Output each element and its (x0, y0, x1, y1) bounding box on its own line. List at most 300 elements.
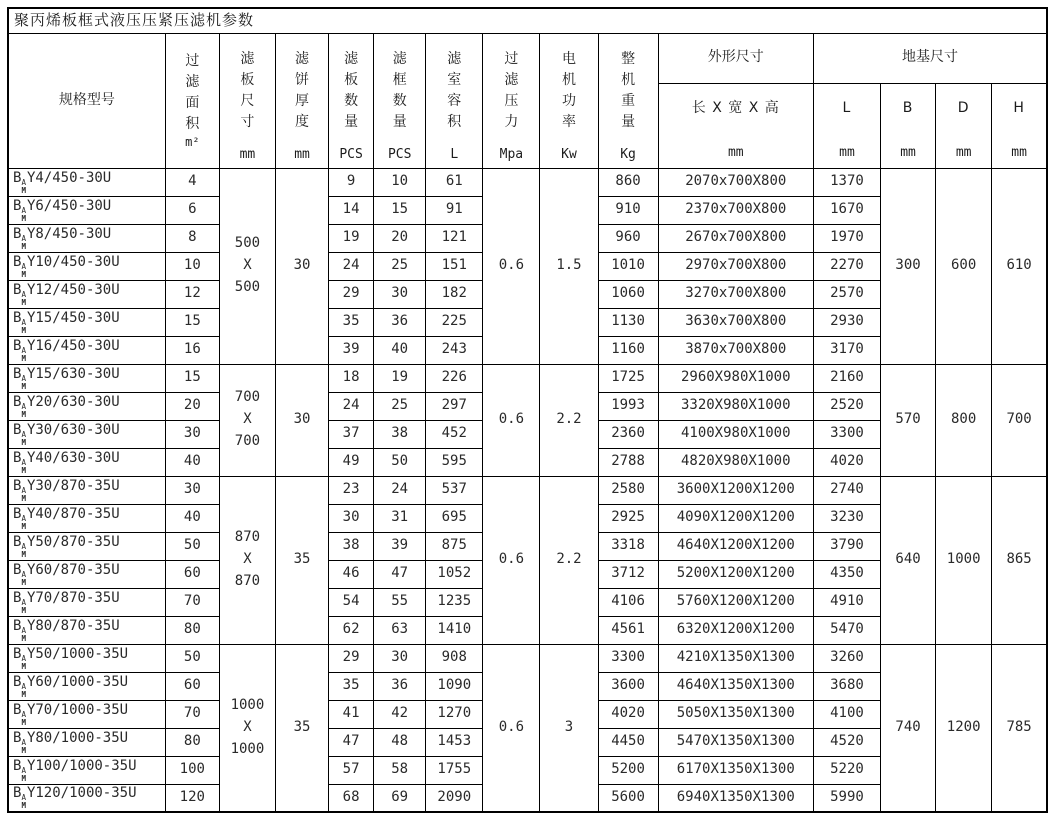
foundation-l-cell: 5990 (813, 784, 880, 812)
col-header-foundation-h: H mm (992, 83, 1047, 168)
model-prefix-stack: A M (21, 709, 26, 727)
table-row (8, 644, 1047, 672)
model-cell (8, 224, 165, 252)
plate-qty-cell: 46 (329, 560, 374, 588)
model-cell (8, 784, 165, 812)
model-prefix-stack: A M (21, 401, 26, 419)
foundation-l-cell: 4910 (813, 588, 880, 616)
plate-qty-cell: 62 (329, 616, 374, 644)
filter-area-cell: 8 (165, 224, 219, 252)
col-header-chamber-volume: 滤室容积 L (426, 33, 483, 168)
machine-weight-cell: 2788 (598, 448, 658, 476)
model-code: Y4/450-30U (26, 169, 112, 186)
model-prefix-base: B (13, 421, 22, 438)
model-cell (8, 560, 165, 588)
overall-dims-cell: 4640X1200X1200 (658, 532, 813, 560)
model-cell (8, 588, 165, 616)
plate-qty-cell: 57 (329, 756, 374, 784)
filter-area-cell: 60 (165, 560, 219, 588)
foundation-l-cell: 5220 (813, 756, 880, 784)
model-prefix-base: B (13, 701, 22, 718)
plate-qty-cell: 24 (329, 252, 374, 280)
overall-dims-cell: 2070x700X800 (658, 168, 813, 196)
machine-weight-cell: 1010 (598, 252, 658, 280)
machine-weight-cell: 1060 (598, 280, 658, 308)
chamber-volume-cell: 61 (426, 168, 483, 196)
frame-qty-cell: 30 (374, 644, 426, 672)
plate-qty-cell: 41 (329, 700, 374, 728)
machine-weight-cell: 860 (598, 168, 658, 196)
foundation-b-cell: 300 (881, 168, 936, 364)
plate-size-cell: 870 X 870 (219, 476, 275, 644)
filter-pressure-cell: 0.6 (483, 364, 540, 476)
model-code: Y100/1000-35U (26, 757, 137, 774)
model-prefix-stack: A M (21, 429, 26, 447)
overall-dims-cell: 6320X1200X1200 (658, 616, 813, 644)
frame-qty-cell: 15 (374, 196, 426, 224)
model-prefix-stack: A M (21, 597, 26, 615)
machine-weight-cell: 3300 (598, 644, 658, 672)
overall-dims-cell: 3270x700X800 (658, 280, 813, 308)
foundation-h-cell: 610 (992, 168, 1047, 364)
machine-weight-cell: 2360 (598, 420, 658, 448)
filter-area-cell: 80 (165, 728, 219, 756)
filter-area-cell: 40 (165, 448, 219, 476)
frame-qty-cell: 36 (374, 672, 426, 700)
model-code: Y50/1000-35U (26, 645, 129, 662)
foundation-l-cell: 5470 (813, 616, 880, 644)
model-cell (8, 532, 165, 560)
motor-power-cell: 3 (540, 644, 598, 812)
foundation-l-cell: 2160 (813, 364, 880, 392)
model-cell (8, 252, 165, 280)
filter-area-cell: 60 (165, 672, 219, 700)
col-header-frame-qty: 滤框数量 PCS (374, 33, 426, 168)
overall-dims-cell: 6940X1350X1300 (658, 784, 813, 812)
machine-weight-cell: 1130 (598, 308, 658, 336)
foundation-d-cell: 800 (936, 364, 992, 476)
foundation-l-cell: 3300 (813, 420, 880, 448)
col-header-filter-area: 过滤面积 m² (165, 33, 219, 168)
col-header-motor-power: 电机功率 Kw (540, 33, 598, 168)
frame-qty-cell: 36 (374, 308, 426, 336)
model-code: Y80/1000-35U (26, 729, 129, 746)
machine-weight-cell: 3600 (598, 672, 658, 700)
foundation-l-cell: 1670 (813, 196, 880, 224)
foundation-l-cell: 2570 (813, 280, 880, 308)
chamber-volume-cell: 908 (426, 644, 483, 672)
plate-qty-cell: 29 (329, 280, 374, 308)
model-cell (8, 644, 165, 672)
filter-area-cell: 70 (165, 700, 219, 728)
model-prefix-stack: A M (21, 345, 26, 363)
col-header-filter-pressure: 过滤压力 Mpa (483, 33, 540, 168)
machine-weight-cell: 4561 (598, 616, 658, 644)
frame-qty-cell: 31 (374, 504, 426, 532)
plate-size-cell: 500 X 500 (219, 168, 275, 364)
model-prefix-stack: A M (21, 177, 26, 195)
model-cell (8, 420, 165, 448)
plate-qty-cell: 23 (329, 476, 374, 504)
filter-press-spec-table (7, 7, 1048, 813)
chamber-volume-cell: 225 (426, 308, 483, 336)
foundation-b-cell: 570 (881, 364, 936, 476)
model-cell (8, 364, 165, 392)
filter-area-cell: 6 (165, 196, 219, 224)
plate-qty-cell: 24 (329, 392, 374, 420)
plate-qty-cell: 37 (329, 420, 374, 448)
overall-dims-cell: 2670x700X800 (658, 224, 813, 252)
frame-qty-cell: 48 (374, 728, 426, 756)
foundation-h-cell: 785 (992, 644, 1047, 812)
model-prefix-base: B (13, 785, 22, 802)
model-prefix-base: B (13, 589, 22, 606)
chamber-volume-cell: 243 (426, 336, 483, 364)
filter-pressure-cell: 0.6 (483, 168, 540, 364)
model-prefix-stack: A M (21, 793, 26, 811)
cake-thickness-cell: 30 (275, 168, 328, 364)
table-row (8, 364, 1047, 392)
model-prefix-base: B (13, 645, 22, 662)
model-prefix-stack: A M (21, 737, 26, 755)
model-prefix-stack: A M (21, 765, 26, 783)
plate-size-cell: 1000 X 1000 (219, 644, 275, 812)
machine-weight-cell: 910 (598, 196, 658, 224)
col-header-plate-size: 滤板尺寸 mm (219, 33, 275, 168)
model-prefix-base: B (13, 449, 22, 466)
model-prefix-base: B (13, 281, 22, 298)
model-cell (8, 728, 165, 756)
chamber-volume-cell: 595 (426, 448, 483, 476)
table-row (8, 168, 1047, 196)
model-prefix-base: B (13, 673, 22, 690)
motor-power-cell: 2.2 (540, 476, 598, 644)
machine-weight-cell: 3712 (598, 560, 658, 588)
model-code: Y120/1000-35U (26, 785, 137, 802)
model-code: Y80/870-35U (26, 617, 120, 634)
table-title: 聚丙烯板框式液压压紧压滤机参数 (8, 8, 1047, 33)
overall-dims-cell: 4640X1350X1300 (658, 672, 813, 700)
chamber-volume-cell: 452 (426, 420, 483, 448)
model-code: Y6/450-30U (26, 197, 112, 214)
overall-dims-cell: 3630x700X800 (658, 308, 813, 336)
model-cell (8, 308, 165, 336)
model-cell (8, 336, 165, 364)
overall-dims-cell: 5050X1350X1300 (658, 700, 813, 728)
table-row (8, 476, 1047, 504)
model-cell (8, 280, 165, 308)
plate-qty-cell: 19 (329, 224, 374, 252)
model-code: Y8/450-30U (26, 225, 112, 242)
cake-thickness-cell: 35 (275, 644, 328, 812)
overall-dims-cell: 4100X980X1000 (658, 420, 813, 448)
foundation-l-cell: 2270 (813, 252, 880, 280)
model-cell (8, 504, 165, 532)
col-header-foundation-d: D mm (936, 83, 992, 168)
machine-weight-cell: 4450 (598, 728, 658, 756)
foundation-l-cell: 3680 (813, 672, 880, 700)
foundation-d-cell: 1200 (936, 644, 992, 812)
model-code: Y70/870-35U (26, 589, 120, 606)
model-prefix-stack: A M (21, 233, 26, 251)
model-prefix-stack: A M (21, 317, 26, 335)
chamber-volume-cell: 1235 (426, 588, 483, 616)
col-header-model: 规格型号 (8, 33, 165, 168)
machine-weight-cell: 5200 (598, 756, 658, 784)
model-code: Y16/450-30U (26, 337, 120, 354)
model-cell (8, 392, 165, 420)
chamber-volume-cell: 1270 (426, 700, 483, 728)
foundation-l-cell: 2930 (813, 308, 880, 336)
model-code: Y12/450-30U (26, 281, 120, 298)
plate-qty-cell: 68 (329, 784, 374, 812)
model-code: Y50/870-35U (26, 533, 120, 550)
model-prefix-base: B (13, 365, 22, 382)
machine-weight-cell: 1725 (598, 364, 658, 392)
model-cell (8, 700, 165, 728)
motor-power-cell: 2.2 (540, 364, 598, 476)
machine-weight-cell: 960 (598, 224, 658, 252)
col-header-lwh: 长 X 宽 X 高 mm (658, 83, 813, 168)
model-prefix-base: B (13, 533, 22, 550)
model-prefix-stack: A M (21, 205, 26, 223)
model-prefix-stack: A M (21, 261, 26, 279)
model-prefix-base: B (13, 561, 22, 578)
filter-area-cell: 80 (165, 616, 219, 644)
model-prefix-base: B (13, 729, 22, 746)
plate-qty-cell: 35 (329, 672, 374, 700)
plate-qty-cell: 47 (329, 728, 374, 756)
overall-dims-cell: 2370x700X800 (658, 196, 813, 224)
foundation-l-cell: 3790 (813, 532, 880, 560)
foundation-h-cell: 700 (992, 364, 1047, 476)
frame-qty-cell: 30 (374, 280, 426, 308)
plate-qty-cell: 14 (329, 196, 374, 224)
model-prefix-stack: A M (21, 569, 26, 587)
frame-qty-cell: 58 (374, 756, 426, 784)
overall-dims-cell: 4090X1200X1200 (658, 504, 813, 532)
model-code: Y10/450-30U (26, 253, 120, 270)
chamber-volume-cell: 1453 (426, 728, 483, 756)
filter-area-cell: 100 (165, 756, 219, 784)
overall-dims-cell: 3600X1200X1200 (658, 476, 813, 504)
chamber-volume-cell: 875 (426, 532, 483, 560)
cake-thickness-cell: 30 (275, 364, 328, 476)
col-header-plate-qty: 滤板数量 PCS (329, 33, 374, 168)
model-prefix-base: B (13, 197, 22, 214)
model-code: Y15/450-30U (26, 309, 120, 326)
chamber-volume-cell: 2090 (426, 784, 483, 812)
model-cell (8, 616, 165, 644)
model-prefix-base: B (13, 253, 22, 270)
model-prefix-stack: A M (21, 653, 26, 671)
foundation-d-cell: 600 (936, 168, 992, 364)
frame-qty-cell: 24 (374, 476, 426, 504)
chamber-volume-cell: 1410 (426, 616, 483, 644)
frame-qty-cell: 20 (374, 224, 426, 252)
model-code: Y40/870-35U (26, 505, 120, 522)
filter-area-cell: 4 (165, 168, 219, 196)
foundation-b-cell: 640 (881, 476, 936, 644)
overall-dims-cell: 5470X1350X1300 (658, 728, 813, 756)
filter-area-cell: 50 (165, 532, 219, 560)
filter-area-cell: 20 (165, 392, 219, 420)
chamber-volume-cell: 121 (426, 224, 483, 252)
col-group-foundation-size: 地基尺寸 (813, 33, 1047, 83)
overall-dims-cell: 3870x700X800 (658, 336, 813, 364)
frame-qty-cell: 55 (374, 588, 426, 616)
plate-qty-cell: 18 (329, 364, 374, 392)
overall-dims-cell: 2960X980X1000 (658, 364, 813, 392)
plate-qty-cell: 9 (329, 168, 374, 196)
model-prefix-base: B (13, 393, 22, 410)
plate-qty-cell: 39 (329, 336, 374, 364)
filter-area-cell: 70 (165, 588, 219, 616)
col-header-foundation-l: L mm (813, 83, 880, 168)
model-prefix-base: B (13, 505, 22, 522)
motor-power-cell: 1.5 (540, 168, 598, 364)
model-code: Y30/630-30U (26, 421, 120, 438)
foundation-b-cell: 740 (881, 644, 936, 812)
model-cell (8, 196, 165, 224)
plate-qty-cell: 49 (329, 448, 374, 476)
foundation-l-cell: 1970 (813, 224, 880, 252)
foundation-l-cell: 4350 (813, 560, 880, 588)
col-header-foundation-b: B mm (881, 83, 936, 168)
model-cell (8, 756, 165, 784)
frame-qty-cell: 42 (374, 700, 426, 728)
filter-area-cell: 12 (165, 280, 219, 308)
machine-weight-cell: 2580 (598, 476, 658, 504)
model-code: Y20/630-30U (26, 393, 120, 410)
model-prefix-stack: A M (21, 681, 26, 699)
model-code: Y30/870-35U (26, 477, 120, 494)
machine-weight-cell: 5600 (598, 784, 658, 812)
chamber-volume-cell: 1052 (426, 560, 483, 588)
filter-area-cell: 15 (165, 308, 219, 336)
model-cell (8, 168, 165, 196)
frame-qty-cell: 40 (374, 336, 426, 364)
frame-qty-cell: 69 (374, 784, 426, 812)
model-cell (8, 672, 165, 700)
foundation-l-cell: 4100 (813, 700, 880, 728)
model-prefix-stack: A M (21, 289, 26, 307)
frame-qty-cell: 50 (374, 448, 426, 476)
model-prefix-stack: A M (21, 457, 26, 475)
model-code: Y60/870-35U (26, 561, 120, 578)
plate-qty-cell: 30 (329, 504, 374, 532)
model-cell (8, 476, 165, 504)
model-prefix-stack: A M (21, 541, 26, 559)
model-prefix-stack: A M (21, 513, 26, 531)
model-prefix-base: B (13, 477, 22, 494)
chamber-volume-cell: 91 (426, 196, 483, 224)
overall-dims-cell: 5200X1200X1200 (658, 560, 813, 588)
model-cell (8, 448, 165, 476)
overall-dims-cell: 5760X1200X1200 (658, 588, 813, 616)
foundation-l-cell: 4520 (813, 728, 880, 756)
chamber-volume-cell: 151 (426, 252, 483, 280)
frame-qty-cell: 25 (374, 252, 426, 280)
foundation-l-cell: 2740 (813, 476, 880, 504)
frame-qty-cell: 25 (374, 392, 426, 420)
overall-dims-cell: 2970x700X800 (658, 252, 813, 280)
model-prefix-stack: A M (21, 373, 26, 391)
frame-qty-cell: 10 (374, 168, 426, 196)
filter-pressure-cell: 0.6 (483, 644, 540, 812)
model-prefix-base: B (13, 309, 22, 326)
foundation-l-cell: 1370 (813, 168, 880, 196)
overall-dims-cell: 3320X980X1000 (658, 392, 813, 420)
filter-area-cell: 15 (165, 364, 219, 392)
machine-weight-cell: 1993 (598, 392, 658, 420)
filter-area-cell: 50 (165, 644, 219, 672)
foundation-l-cell: 3230 (813, 504, 880, 532)
chamber-volume-cell: 1755 (426, 756, 483, 784)
frame-qty-cell: 63 (374, 616, 426, 644)
frame-qty-cell: 47 (374, 560, 426, 588)
chamber-volume-cell: 182 (426, 280, 483, 308)
machine-weight-cell: 4106 (598, 588, 658, 616)
model-code: Y70/1000-35U (26, 701, 129, 718)
plate-qty-cell: 35 (329, 308, 374, 336)
filter-area-cell: 10 (165, 252, 219, 280)
overall-dims-cell: 4210X1350X1300 (658, 644, 813, 672)
chamber-volume-cell: 1090 (426, 672, 483, 700)
chamber-volume-cell: 695 (426, 504, 483, 532)
machine-weight-cell: 3318 (598, 532, 658, 560)
filter-area-cell: 40 (165, 504, 219, 532)
overall-dims-cell: 4820X980X1000 (658, 448, 813, 476)
foundation-l-cell: 3170 (813, 336, 880, 364)
foundation-d-cell: 1000 (936, 476, 992, 644)
model-prefix-base: B (13, 169, 22, 186)
chamber-volume-cell: 226 (426, 364, 483, 392)
machine-weight-cell: 1160 (598, 336, 658, 364)
filter-area-cell: 16 (165, 336, 219, 364)
model-code: Y60/1000-35U (26, 673, 129, 690)
model-prefix-base: B (13, 617, 22, 634)
frame-qty-cell: 19 (374, 364, 426, 392)
model-code: Y15/630-30U (26, 365, 120, 382)
model-prefix-base: B (13, 225, 22, 242)
model-prefix-stack: A M (21, 485, 26, 503)
model-prefix-stack: A M (21, 625, 26, 643)
filter-area-cell: 30 (165, 420, 219, 448)
machine-weight-cell: 4020 (598, 700, 658, 728)
frame-qty-cell: 39 (374, 532, 426, 560)
model-code: Y40/630-30U (26, 449, 120, 466)
model-prefix-base: B (13, 757, 22, 774)
frame-qty-cell: 38 (374, 420, 426, 448)
col-group-overall-size: 外形尺寸 (658, 33, 813, 83)
foundation-l-cell: 3260 (813, 644, 880, 672)
filter-area-cell: 120 (165, 784, 219, 812)
plate-qty-cell: 38 (329, 532, 374, 560)
chamber-volume-cell: 537 (426, 476, 483, 504)
plate-qty-cell: 29 (329, 644, 374, 672)
col-header-machine-weight: 整机重量 Kg (598, 33, 658, 168)
machine-weight-cell: 2925 (598, 504, 658, 532)
foundation-l-cell: 2520 (813, 392, 880, 420)
plate-size-cell: 700 X 700 (219, 364, 275, 476)
filter-pressure-cell: 0.6 (483, 476, 540, 644)
foundation-h-cell: 865 (992, 476, 1047, 644)
filter-area-cell: 30 (165, 476, 219, 504)
chamber-volume-cell: 297 (426, 392, 483, 420)
overall-dims-cell: 6170X1350X1300 (658, 756, 813, 784)
cake-thickness-cell: 35 (275, 476, 328, 644)
